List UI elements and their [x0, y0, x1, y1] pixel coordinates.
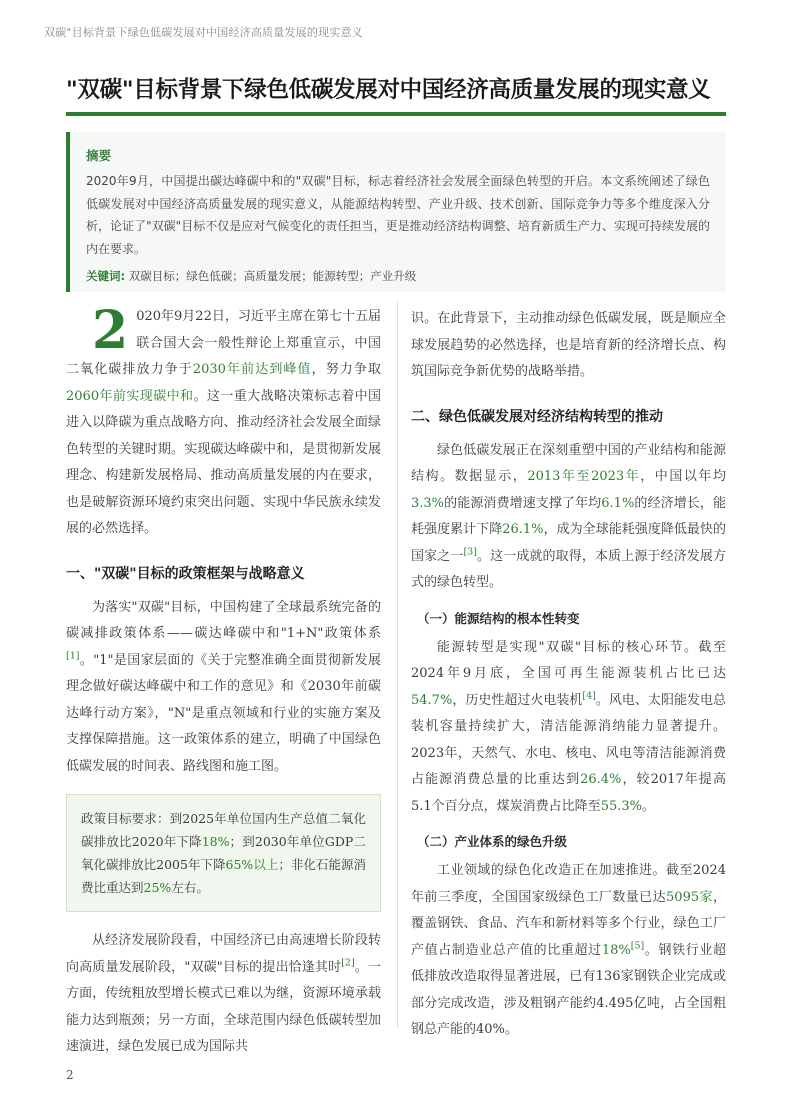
page-number: 2 [66, 1068, 74, 1082]
section2-paragraph-1 [411, 438, 726, 597]
subsection-heading-industry: （二）产业体系的绿色升级 [417, 834, 568, 849]
abstract-box [66, 132, 726, 292]
subsection-industry-paragraph [411, 858, 726, 1044]
subsection-heading-energy: （一）能源结构的根本性转变 [417, 610, 580, 626]
keywords-label: 关键词: [86, 269, 126, 283]
text-run: 。这一成就的取得，本质上源于经济发展方式的绿色转型。 [411, 548, 726, 590]
citation-link-2[interactable]: [2] [341, 957, 355, 969]
title-divider [66, 112, 726, 116]
text-run: 能源转型是实现"双碳"目标的核心环节。截至2024年9月底，全国可再生能源装机占比已达 [411, 639, 726, 681]
subsection-energy-paragraph [411, 635, 726, 821]
running-header: 双碳"目标背景下绿色低碳发展对中国经济高质量发展的现实意义 [44, 26, 363, 39]
abstract-label: 摘要 [86, 148, 112, 163]
left-column [66, 300, 381, 1061]
abstract-text: 2020年9月，中国提出碳达峰碳中和的"双碳"目标，标志着经济社会发展全面绿色转型的开启。本文系统阐述了绿色低碳发展对中国经济高质量发展的现实意义，从能源结构转型、产业升级、技术创新、国际竞争力等多个维度深入分析，论证了"双碳"目标不仅是应对气候变化的责任担当，更是推动经济结构调整、培育新质生产力、实现可持续发展的内在要求。 [86, 174, 710, 256]
highlight-value: 54.7% [411, 692, 453, 708]
highlight-value: 26.1% [502, 522, 544, 537]
text-run: 。一方面，传统粗放型增长模式已难以为继，资源环境承载能力达到瓶颈；另一方面，全球范围内绿色低碳转型加速演进，绿色发展已成为国际共 [66, 959, 381, 1054]
text-run: ，覆盖钢铁、食品、汽车和新材料等多个行业，绿色工厂产值占制造业总产值的比重超过 [411, 889, 726, 958]
citation-link-1[interactable]: [1] [66, 650, 80, 662]
drop-cap: 2 [92, 300, 129, 361]
section1-paragraph-2-continued: 识。在此背景下，主动推动绿色低碳发展，既是顺应全球发展趋势的必然选择，也是培育新的经济增长点、构筑国际竞争新优势的战略举措。 [411, 311, 726, 379]
text-run: 。 [642, 798, 656, 814]
right-column [411, 306, 726, 1044]
keywords-list: 双碳目标；绿色低碳；高质量发展；能源转型；产业升级 [128, 269, 417, 283]
text-run: 。"1"是国家层面的《关于完整准确全面贯彻新发展理念做好碳达峰碳中和工作的意见》和《2030年前碳达峰行动方案》，"N"是重点领域和行业的实施方案及支撑保障措施。这一政策体系的建立，明确了中国绿色低碳发展的时间表、路线图和施工图。 [66, 652, 381, 774]
highlight-value: 18% [601, 942, 631, 958]
text-run: 工业领域的绿色化改造正在加速推进。截至2024年前三季度，全国国家级绿色工厂数量已达 [411, 863, 726, 905]
highlight-value: 18% [201, 834, 230, 849]
text-run: ，历史性超过火电装机 [452, 692, 583, 708]
highlight-value: 5095家 [666, 889, 713, 905]
text-run: ；非化石能源消费比重达到 [81, 857, 366, 895]
text-run: 的经济增长，能耗强度累计下降 [411, 495, 726, 537]
highlight-value: 2013年至2023年 [527, 469, 641, 484]
policy-callout-box [66, 794, 381, 912]
text-run: 020年9月22日，习近平主席在第七十五届联合国大会一般性辩论上郑重宣示，中国二氧化碳排放力争于 [66, 309, 381, 377]
section-heading-1: 一、"双碳"目标的政策框架与战略意义 [66, 565, 305, 582]
text-run: 为落实"双碳"目标，中国构建了全球最系统完备的碳减排政策体系——碳达峰碳中和"1+N"政策体系 [66, 599, 381, 641]
text-run: ，成为全球能耗强度降低最快的国家之一 [411, 522, 726, 564]
citation-link-4[interactable]: [4] [582, 690, 596, 702]
intro-paragraph [66, 300, 381, 543]
text-run: 。钢铁行业超低排放改造取得显著进展，已有136家钢铁企业完成或部分完成改造，涉及粗钢产能约4.495亿吨，占全国粗钢总产能的40%。 [411, 942, 726, 1037]
text-run: ，较2017年提高5.1个百分点，煤炭消费占比降至 [411, 772, 726, 814]
text-run: 从经济发展阶段看，中国经济已由高速增长阶段转向高质量发展阶段，"双碳"目标的提出恰逢其时 [66, 933, 381, 975]
highlight-value: 55.3% [600, 798, 642, 814]
column-divider [397, 302, 398, 1028]
highlight-neutrality-target: 2060年前实现碳中和 [66, 388, 194, 404]
text-run: 绿色低碳发展正在深刻重塑中国的产业结构和能源结构。数据显示， [411, 442, 726, 484]
keywords [86, 268, 710, 284]
highlight-value: 25% [143, 880, 172, 895]
citation-link-3[interactable]: [3] [463, 546, 477, 558]
text-run: 。这一重大战略决策标志着中国进入以降碳为重点战略方向、推动经济社会发展全面绿色转型的关键时期。实现碳达峰碳中和，是贯彻新发展理念、构建新发展格局、推动高质量发展的内在要求，也是破解资源环境约束突出问题、实现中华民族永续发展的必然选择。 [66, 388, 381, 536]
text-run: ；到2030年单位GDP二氧化碳排放比2005年下降 [81, 834, 367, 872]
page-title: "双碳"目标背景下绿色低碳发展对中国经济高质量发展的现实意义 [66, 77, 711, 103]
section1-paragraph-2 [66, 928, 381, 1061]
text-run: 。风电、太阳能发电总装机容量持续扩大，清洁能源消纳能力显著提升。2023年，天然气、水电、核电、风电等清洁能源消费占能源消费总量的比重达到 [411, 692, 726, 787]
highlight-value: 26.4% [580, 772, 622, 787]
text-run: ，中国以年均 [640, 469, 726, 484]
text-run: 左右。 [171, 880, 209, 895]
highlight-peak-target: 2030年前达到峰值 [192, 362, 312, 377]
text-run: 政策目标要求：到2025年单位国内生产总值二氧化碳排放比2020年下降 [81, 811, 366, 849]
text-run: ，努力争取 [311, 362, 381, 377]
highlight-value: 3.3% [411, 495, 445, 511]
text-run: 的能源消费增速支撑了年均 [444, 495, 602, 511]
section1-paragraph-1 [66, 595, 381, 781]
highlight-value: 65%以上 [225, 857, 279, 872]
citation-link-5[interactable]: [5] [630, 940, 645, 952]
highlight-value: 6.1% [601, 495, 635, 511]
section-heading-2: 二、绿色低碳发展对经济结构转型的推动 [411, 408, 663, 425]
